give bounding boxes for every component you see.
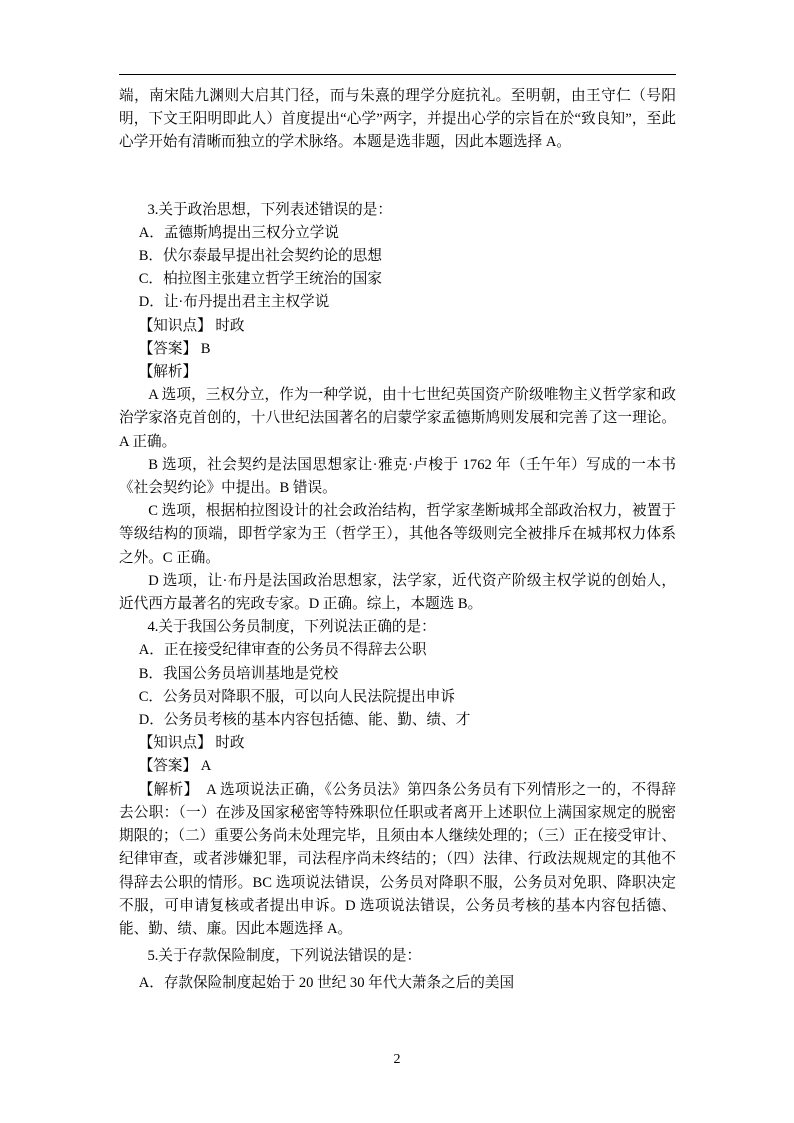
page-footer [0,1050,794,1070]
spacer-after-intro [119,155,676,199]
para-continuation: 端，南宋陆九渊则大启其门径，而与朱熹的理学分庭抗礼。至明朝，由王守仁（号阳明，下文王阳明即此人）首度提出“心学”两字，并提出心学的宗旨在於“致良知”，至此心学开始有清晰而独立的学术脉络。本题是选非题，因此本题选择 A。 [119,88,676,151]
question-3-analysis-b: B 选项，社会契约是法国思想家让·雅克·卢梭于 1762 年（壬午年）写成的一本书《社会契约论》中提出。B 错误。 [119,456,676,497]
question-4-option-d: D．公务员考核的基本内容包括德、能、勤、绩、才 [138,712,471,729]
question-4-knowledge-tag: 【知识点】 时政 [138,735,245,752]
question-5: 5.关于存款保险制度，下列说法错误的是： [147,948,422,965]
question-5-option-a: A．存款保险制度起始于 20 世纪 30 年代大萧条之后的美国 [138,975,515,992]
question-4-option-a: A．正在接受纪律审查的公务员不得辞去公职 [138,642,427,659]
question-3-option-d: D．让·布丹提出君主主权学说 [138,294,330,311]
question-3-option-c: C．柏拉图主张建立哲学王统治的国家 [138,271,382,288]
question-3-knowledge-tag: 【知识点】 时政 [138,317,245,334]
document-body [119,85,676,996]
question-4-option-b: B．我国公务员培训基地是党校 [138,665,339,682]
question-3-analysis-d: D 选项，让·布丹是法国政治思想家，法学家，近代资产阶级主权学说的创始人，近代西方最著名的宪政专家。D 正确。综上，本题选 B。 [119,572,676,613]
question-3-option-a: A．孟德斯鸠提出三权分立学说 [138,224,339,241]
question-4: 4.关于我国公务员制度，下列说法正确的是： [147,619,436,636]
question-4-answer-tag: 【答案】 A [138,758,212,775]
question-4-option-c: C．公务员对降职不服，可以向人民法院提出申诉 [138,688,455,705]
page-number: 2 [393,1052,401,1067]
question-3: 3.关于政治思想，下列表述错误的是： [147,201,392,218]
question-3-analysis-c: C 选项，根据柏拉图设计的社会政治结构，哲学家垄断城邦全部政治权力，被置于等级结构的顶端，即哲学家为王（哲学王），其他各等级则完全被排斥在城邦权力体系之外。C 正确。 [119,503,676,566]
question-3-analysis-a: A 选项，三权分立，作为一种学说，由十七世纪英国资产阶级唯物主义哲学家和政治学家洛克首创的，十八世纪法国著名的启蒙学家孟德斯鸠则发展和完善了这一理论。A 正确。 [119,387,676,450]
header-rule [119,74,676,75]
question-3-analysis-tag: 【解析】 [138,364,198,381]
question-3-answer-tag: 【答案】 B [138,340,211,357]
question-3-option-b: B．伏尔泰最早提出社会契约论的思想 [138,248,382,265]
question-4-analysis: 【解析】 A 选项说法正确，《公务员法》第四条公务员有下列情形之一的，不得辞去公职：（一）在涉及国家秘密等特殊职位任职或者离开上述职位上满国家规定的脱密期限的；（二）重要公务尚未处理完毕，且须由本人继续处理的；（三）正在接受审计、纪律审查，或者涉嫌犯罪，司法程序尚未终结的；（四）法律、行政法规规定的其他不得辞去公职的情形。BC 选项说法错误，公务员对降职不服，公务员对免职、降职决定不服，可申请复核或者提出申诉。D 选项说法错误，公务员考核的基本内容包括德、能、勤、绩、廉。因此本题选择 A。 [119,781,676,937]
